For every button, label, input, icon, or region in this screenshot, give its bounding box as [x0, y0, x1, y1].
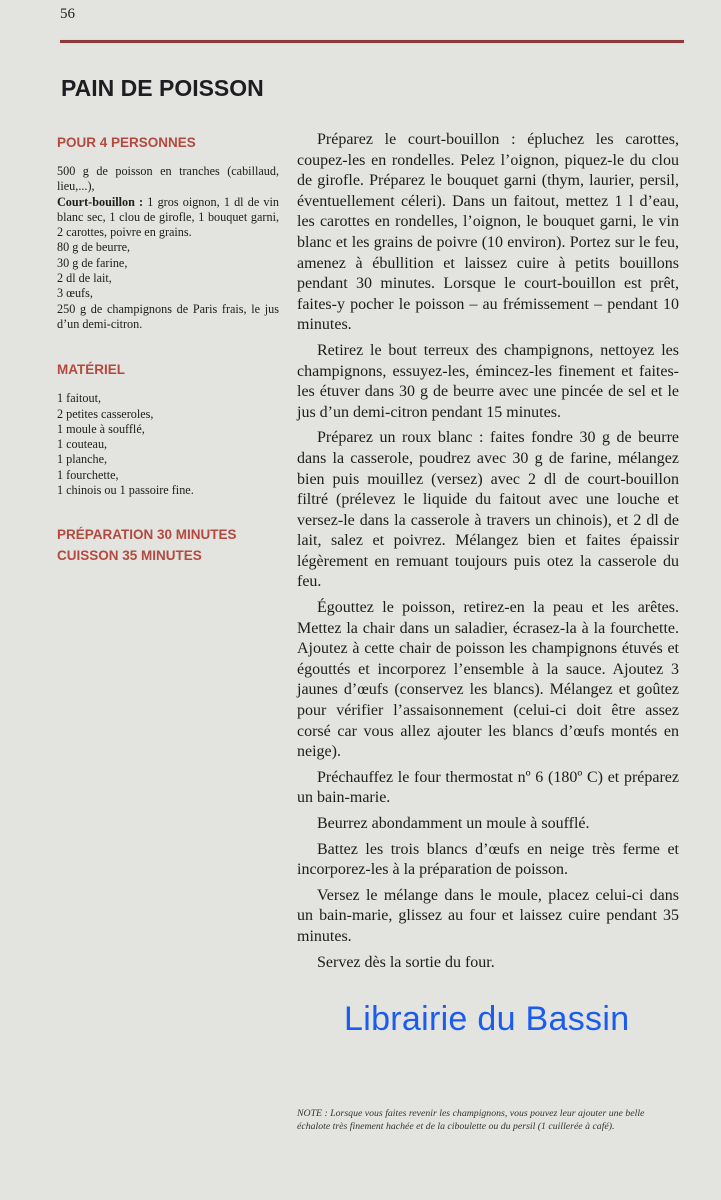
- instruction-paragraph: Beurrez abondamment un moule à soufflé.: [317, 815, 590, 832]
- recipe-title: PAIN DE POISSON: [61, 75, 264, 101]
- instructions: [297, 130, 679, 978]
- footnote-label: NOTE :: [297, 1108, 328, 1119]
- servings-heading: POUR 4 PERSONNES: [57, 135, 196, 150]
- instruction-paragraph: Préparez le court-bouillon : épluchez les carottes, coupez-les en rondelles. Pelez l’oignon, piquez-le du clou de girofle. Préparez le bouquet garni (thym, laurier, persil, éventuellement céleri). Dans un faitout, mettez 1 l d’eau, les carottes en rondelles, l’oignon, le bouquet garni, le vin blanc et les grains de poivre (10 environ). Portez sur le feu, amenez à ébullition et laissez cuire à petits bouillons pendant 30 minutes. Lorsque le court-bouillon est prêt, faites-y pocher le poisson – au frémissement – pendant 10 minutes.: [297, 131, 679, 334]
- equipment-item: 1 planche,: [57, 452, 108, 467]
- equipment-item: 1 couteau,: [57, 437, 108, 452]
- timing-block: [57, 524, 279, 566]
- ingredients-list: [57, 164, 279, 332]
- instruction-paragraph: Préchauffez le four thermostat nº 6 (180º C) et préparez un bain-marie.: [297, 768, 679, 807]
- equipment-heading: MATÉRIEL: [57, 362, 125, 378]
- ingredient-item: 80 g de beurre,: [57, 240, 131, 255]
- equipment-item: 1 chinois ou 1 passoire fine.: [57, 483, 194, 498]
- instruction-paragraph: Battez les trois blancs d’œufs en neige très ferme et incorporez-les à la préparation de poisson.: [297, 840, 679, 879]
- recipe-sidebar: [57, 132, 279, 566]
- footnote-text: Lorsque vous faites revenir les champignons, vous pouvez leur ajouter une belle échalote très finement hachée et de la ciboulette ou du persil (1 cuillerée à café).: [297, 1108, 645, 1132]
- cooking-time: CUISSON 35 MINUTES: [57, 548, 202, 564]
- ingredient-item: Court-bouillon : 1 gros oignon, 1 dl de vin blanc sec, 1 clou de girofle, 1 bouquet garni, 2 carottes, poivre en grains.: [57, 194, 279, 240]
- instruction-paragraph: Versez le mélange dans le moule, placez celui-ci dans un bain-marie, glissez au four et laissez cuire pendant 35 minutes.: [297, 886, 679, 945]
- equipment-item: 1 moule à soufflé,: [57, 421, 145, 436]
- ingredient-item: 3 œufs,: [57, 286, 93, 301]
- watermark: Librairie du Bassin: [344, 1000, 630, 1038]
- ingredient-label: Court-bouillon :: [57, 194, 144, 209]
- instruction-paragraph: Retirez le bout terreux des champignons, nettoyez les champignons, essuyez-les, émincez-les finement et faites-les étuver dans 30 g de beurre avec une pincée de sel et le jus d’un demi-citron pendant 15 minutes.: [297, 341, 679, 421]
- ingredient-item: 30 g de farine,: [57, 255, 128, 270]
- instruction-paragraph: Préparez un roux blanc : faites fondre 30 g de beurre dans la casserole, poudrez avec 30 g de farine, mélangez bien puis mouillez (versez) avec 2 dl de court-bouillon filtré (prélevez le liquide du faitout avec une louche et versez-le dans la casserole à travers un chinois), et 2 dl de lait, salez et poivrez. Mélangez bien et faites épaissir légèrement en remuant toujours puis otez la casserole du feu.: [297, 429, 679, 591]
- header-rule: [60, 40, 684, 43]
- equipment-item: 1 faitout,: [57, 391, 102, 406]
- footnote: [297, 1108, 677, 1133]
- preparation-time: PRÉPARATION 30 MINUTES: [57, 527, 237, 543]
- equipment-item: 2 petites casseroles,: [57, 406, 154, 421]
- instruction-paragraph: Servez dès la sortie du four.: [317, 953, 495, 971]
- page-number: 56: [60, 6, 75, 22]
- ingredient-item: 500 g de poisson en tranches (cabillaud, lieu,...),: [57, 164, 279, 194]
- instruction-paragraph: Égouttez le poisson, retirez-en la peau et les arêtes. Mettez la chair dans un saladier, écrasez-la à la fourchette. Ajoutez à cette chair de poisson les champignons étuvés et égouttés et incorporez l’ensemble à la sauce. Ajoutez 3 jaunes d’œufs (conservez les blancs). Mélangez et goûtez pour vérifier l’assaisonnement (celui-ci doit être assez corsé car vous allez ajouter les blancs d’œufs montés en neige).: [297, 599, 679, 761]
- equipment-list: [57, 391, 279, 498]
- ingredient-item: 2 dl de lait,: [57, 271, 112, 286]
- equipment-item: 1 fourchette,: [57, 467, 119, 482]
- ingredient-item: 250 g de champignons de Paris frais, le jus d’un demi-citron.: [57, 301, 279, 331]
